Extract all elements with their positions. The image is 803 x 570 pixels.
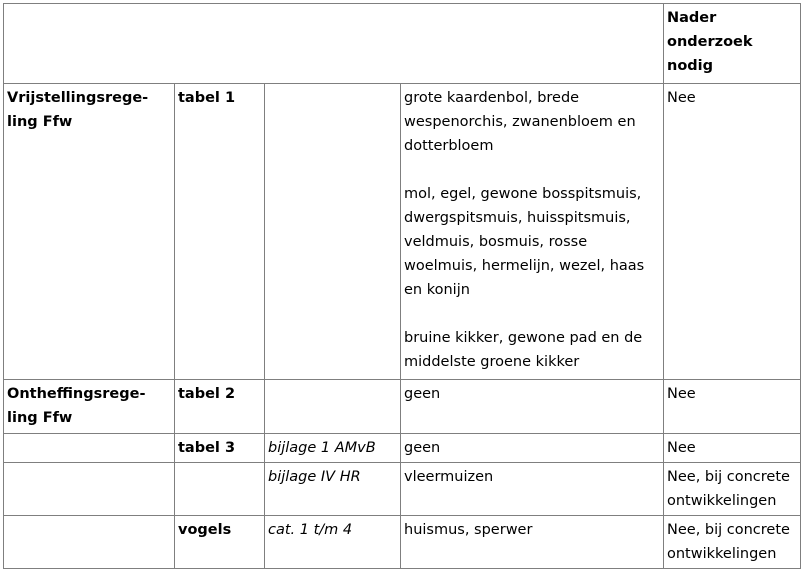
table-row xyxy=(4,463,801,516)
tabel-cell xyxy=(175,463,265,516)
soorten-paragraph: grote kaardenbol, brede wespenorchis, zwanenbloem en dotterbloem xyxy=(404,90,636,154)
nader-cell: Nee, bij concrete ontwikkelingen xyxy=(664,516,801,569)
tabel-cell: tabel 1 xyxy=(175,84,265,380)
regeling-line: ling Ffw xyxy=(7,114,73,130)
bijlage-cell: cat. 1 t/m 4 xyxy=(265,516,401,569)
header-empty-cell xyxy=(4,4,664,84)
bijlage-cell: bijlage 1 AMvB xyxy=(265,434,401,463)
table-row xyxy=(4,516,801,569)
soorten-paragraph: bruine kikker, gewone pad en de middelste groene kikker xyxy=(404,330,643,370)
regeling-cell xyxy=(4,516,175,569)
regeling-line: ling Ffw xyxy=(7,410,73,426)
bijlage-cell xyxy=(265,84,401,380)
bijlage-cell: bijlage IV HR xyxy=(265,463,401,516)
species-table xyxy=(3,3,801,569)
soorten-cell: huismus, sperwer xyxy=(401,516,664,569)
nader-cell: Nee xyxy=(664,380,801,434)
soorten-cell: geen xyxy=(401,380,664,434)
header-nader-onderzoek xyxy=(664,4,801,84)
header-line: nodig xyxy=(667,58,714,74)
table-row xyxy=(4,84,801,380)
soorten-cell: geen xyxy=(401,434,664,463)
table-row xyxy=(4,380,801,434)
regeling-line: Vrijstellingsrege- xyxy=(7,90,149,106)
header-line: Nader xyxy=(667,10,717,26)
nader-cell: Nee xyxy=(664,434,801,463)
paragraph-gap xyxy=(404,158,660,182)
header-line: onderzoek xyxy=(667,34,753,50)
nader-cell: Nee xyxy=(664,84,801,380)
header-row xyxy=(4,4,801,84)
soorten-paragraph: mol, egel, gewone bosspitsmuis, dwergspitsmuis, huisspitsmuis, veldmuis, bosmuis, rosse woelmuis, hermelijn, wezel, haas en konijn xyxy=(404,186,645,298)
regeling-cell xyxy=(4,84,175,380)
regeling-line: Ontheffingsrege- xyxy=(7,386,146,402)
soorten-cell xyxy=(401,84,664,380)
tabel-cell: vogels xyxy=(175,516,265,569)
regeling-cell xyxy=(4,380,175,434)
tabel-cell: tabel 3 xyxy=(175,434,265,463)
bijlage-cell xyxy=(265,380,401,434)
nader-cell: Nee, bij concrete ontwikkelingen xyxy=(664,463,801,516)
soorten-cell: vleermuizen xyxy=(401,463,664,516)
regeling-cell xyxy=(4,434,175,463)
table-row xyxy=(4,434,801,463)
paragraph-gap xyxy=(404,302,660,326)
regeling-cell xyxy=(4,463,175,516)
tabel-cell: tabel 2 xyxy=(175,380,265,434)
